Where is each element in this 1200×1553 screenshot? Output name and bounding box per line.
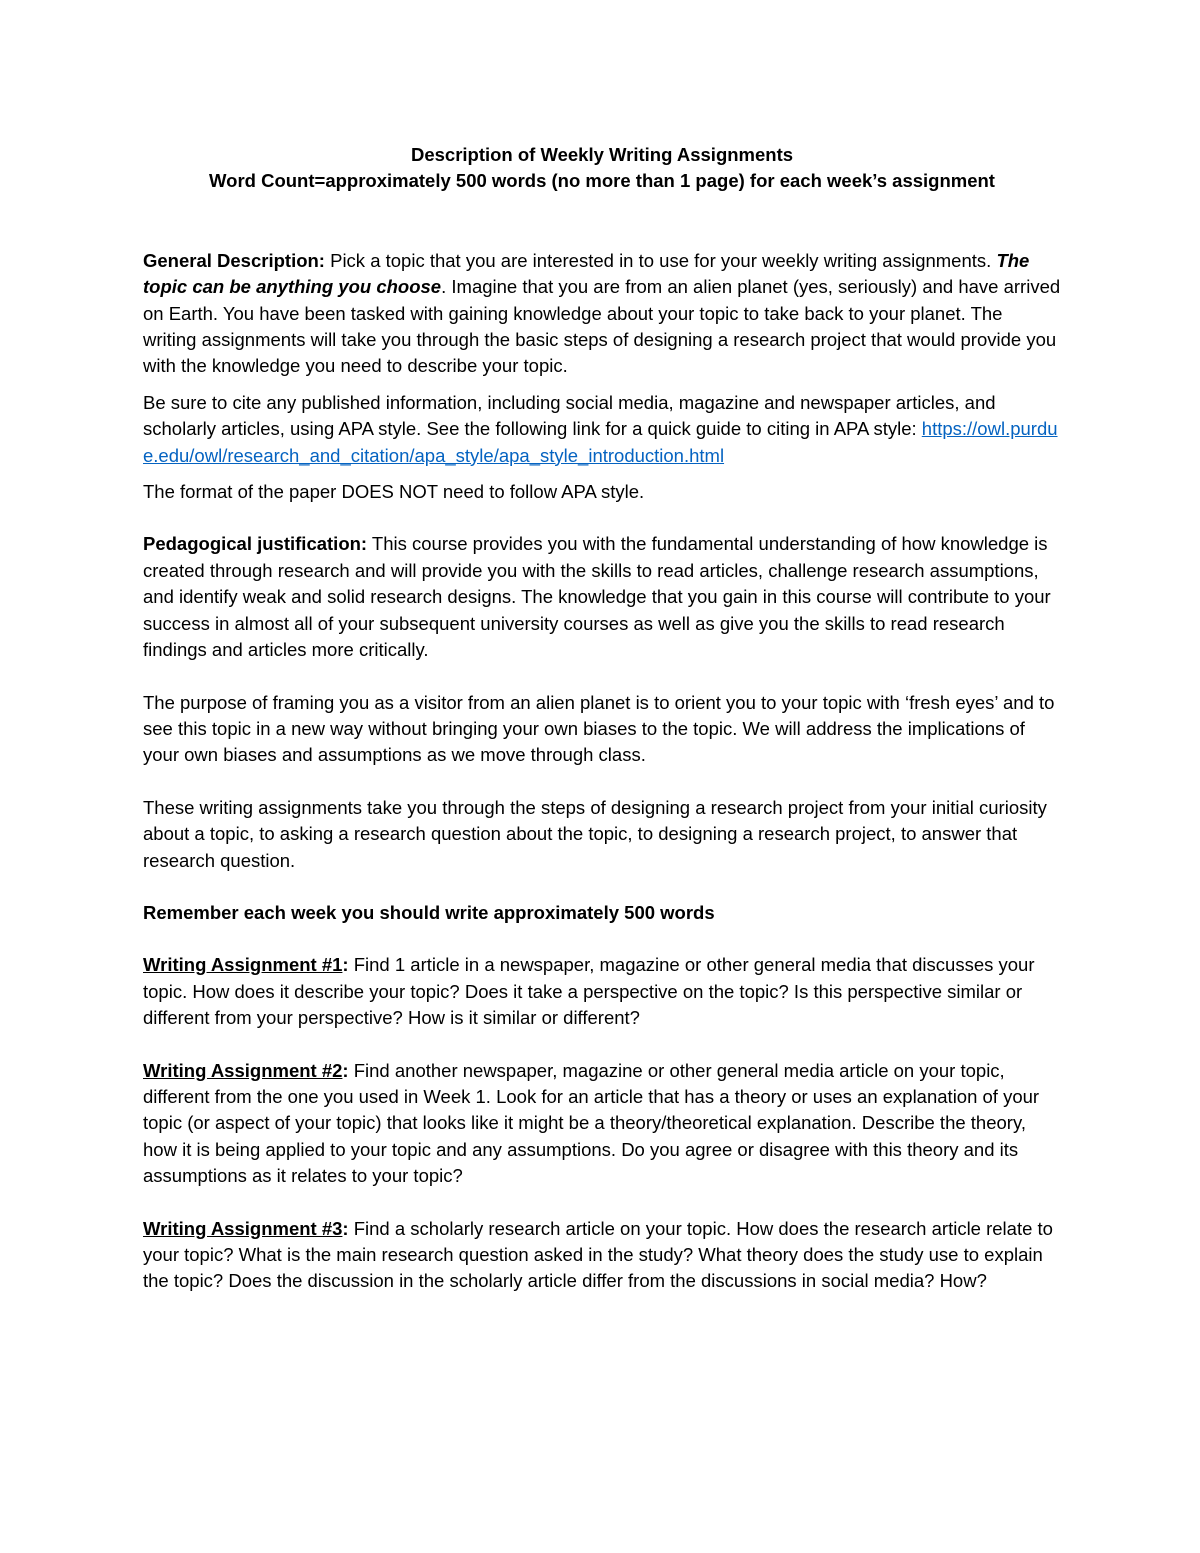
document-title: Description of Weekly Writing Assignments (410, 144, 794, 165)
general-description-paragraph (143, 248, 1061, 380)
writing-assignment-2 (143, 1058, 1061, 1190)
writing-assignment-3-label: Writing Assignment #3 (143, 1217, 343, 1239)
citation-paragraph (143, 390, 1061, 469)
writing-assignment-3 (143, 1216, 1061, 1295)
purpose-paragraph: The purpose of framing you as a visitor from an alien planet is to orient you to your topic with ‘fresh eyes’ and to see this topic in a new way without bringing your own biases to the topic. We will address the implications of your own biases and assumptions as we move through class. (143, 691, 1055, 766)
writing-assignment-1-colon: : (342, 954, 349, 976)
pedagogical-label: Pedagogical justification: (143, 533, 368, 555)
pedagogical-paragraph (143, 531, 1061, 663)
apa-guide-link[interactable]: https://owl.purdue.edu/owl/research_and_citation/apa_style/apa_style_introduction.html (143, 418, 1058, 466)
format-note: The format of the paper DOES NOT need to follow APA style. (143, 481, 645, 503)
document-subtitle: Word Count=approximately 500 words (no more than 1 page) for each week’s assignment (209, 170, 995, 192)
steps-paragraph: These writing assignments take you through the steps of designing a research project from your initial curiosity about a topic, to asking a research question about the topic, to designing a research project, to answer that research question. (143, 796, 1047, 871)
writing-assignment-1-label: Writing Assignment #1 (143, 954, 343, 976)
writing-assignment-2-text: Find another newspaper, magazine or other general media article on your topic, different from the one you used in Week 1. Look for an article that has a theory or uses an explanation of your topic (or aspect of your topic) that looks like it might be a theory/theoretical explanation. Describe the theory, how it is being applied to your topic and any assumptions. Do you agree or disagree with this theory and its assumptions as it relates to your topic? (143, 1059, 1040, 1187)
writing-assignment-2-label: Writing Assignment #2 (143, 1059, 343, 1081)
writing-assignment-3-colon: : (342, 1217, 349, 1239)
word-count-reminder: Remember each week you should write approximately 500 words (143, 901, 715, 923)
title-block (143, 142, 1061, 195)
general-description-text-2: . Imagine that you are from an alien planet (yes, seriously) and have arrived on Earth. You have been tasked with gaining knowledge about your topic to take back to your planet. The writing assignments will take you through the basic steps of designing a research project that would provide you with the knowledge you need to describe your topic. (143, 276, 1061, 377)
writing-assignment-2-colon: : (342, 1059, 349, 1081)
general-description-label: General Description: (143, 249, 325, 271)
document-body (143, 142, 1061, 1295)
general-description-emphasis: The topic can be anything you choose (143, 249, 1030, 298)
writing-assignment-3-text: Find a scholarly research article on your topic. How does the research article relate to your topic? What is the main research question asked in the study? What theory does the study use to explain the topic? Does the discussion in the scholarly article differ from the discussions in social media? How? (143, 1217, 1053, 1292)
general-description-text-1: Pick a topic that you are interested in to use for your weekly writing assignments. (324, 249, 992, 271)
writing-assignment-1-text: Find 1 article in a newspaper, magazine or other general media that discusses your topic. How does it describe your topic? Does it take a perspective on the topic? Is this perspective similar or different from your perspective? How is it similar or different? (143, 954, 1035, 1029)
citation-text: Be sure to cite any published information, including social media, magazine and newspaper articles, and scholarly articles, using APA style. See the following link for a quick guide to citing in APA style: (143, 391, 996, 440)
writing-assignment-1 (143, 952, 1061, 1031)
pedagogical-text: This course provides you with the fundamental understanding of how knowledge is created through research and will provide you with the skills to read articles, challenge research assumptions, and identify weak and solid research designs. The knowledge that you gain in this course will contribute to your success in almost all of your subsequent university courses as well as give you the skills to read research findings and articles more critically. (143, 533, 1051, 661)
